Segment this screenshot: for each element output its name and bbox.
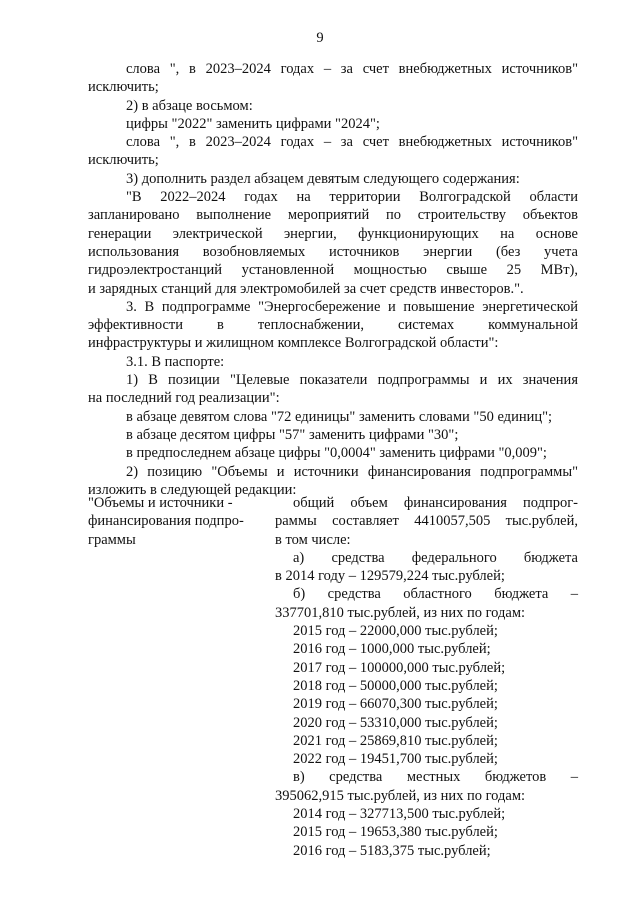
table-value-line: 2020 год – 53310,000 тыс.рублей; bbox=[293, 714, 498, 731]
text-line: исключить; bbox=[88, 79, 159, 96]
text-line: слова ", в 2023–2024 годах – за счет внебюджетных источников" bbox=[126, 61, 578, 77]
text-line: 2) позицию "Объемы и источники финансирования подпрограммы" bbox=[126, 463, 578, 480]
text-line: гидроэлектростанций установленной мощностью свыше 25 МВт), bbox=[88, 262, 578, 279]
text-line: и зарядных станций для электромобилей за счет средств инвесторов.". bbox=[88, 280, 524, 297]
document-body bbox=[88, 60, 578, 499]
table-value-line: 2021 год – 25869,810 тыс.рублей; bbox=[293, 732, 498, 749]
text-line: 3.1. В паспорте: bbox=[126, 353, 225, 370]
table-value-line: 2014 год – 327713,500 тыс.рублей; bbox=[293, 806, 506, 823]
text-line: в абзаце десятом цифры "57" заменить цифрами "30"; bbox=[126, 426, 459, 443]
table-value-line: а) средства федерального бюджета bbox=[293, 549, 578, 566]
text-line: слова ", в 2023–2024 годах – за счет внебюджетных источников" bbox=[126, 134, 578, 151]
text-line: запланировано выполнение мероприятий по строительству объектов bbox=[88, 207, 578, 224]
table-value-line: раммы составляет 4410057,505 тыс.рублей, bbox=[275, 513, 578, 530]
table-value-line: б) средства областного бюджета – bbox=[293, 586, 578, 603]
text-line: цифры "2022" заменить цифрами "2024"; bbox=[126, 115, 380, 132]
table-right-column bbox=[275, 494, 578, 860]
table-label-line: граммы bbox=[88, 531, 136, 548]
table-value-line: 2019 год – 66070,300 тыс.рублей; bbox=[293, 696, 498, 713]
table-label-line: "Объемы и источники - bbox=[88, 495, 233, 511]
page-number: 9 bbox=[316, 30, 324, 46]
table-value-line: 2018 год – 50000,000 тыс.рублей; bbox=[293, 677, 498, 694]
text-line: генерации электрической энергии, функционирующих на основе bbox=[88, 225, 578, 242]
text-line: эффективности в теплоснабжении, системах коммунальной bbox=[88, 317, 578, 334]
table-value-line: 2016 год – 1000,000 тыс.рублей; bbox=[293, 641, 491, 658]
text-line: 3. В подпрограмме "Энергосбережение и повышение энергетической bbox=[126, 298, 578, 315]
text-line: исключить; bbox=[88, 152, 159, 169]
table-value-line: в том числе: bbox=[275, 531, 351, 548]
text-line: на последний год реализации": bbox=[88, 390, 280, 407]
table-value-line: 2017 год – 100000,000 тыс.рублей; bbox=[293, 659, 506, 676]
text-line: 1) В позиции "Целевые показатели подпрограммы и их значения bbox=[126, 372, 578, 389]
table-value-line: 337701,810 тыс.рублей, из них по годам: bbox=[275, 604, 526, 621]
text-line: инфраструктуры и жилищном комплексе Волгоградской области": bbox=[88, 335, 499, 352]
text-line: изложить в следующей редакции: bbox=[88, 481, 297, 498]
table-value-line: 2022 год – 19451,700 тыс.рублей; bbox=[293, 751, 498, 768]
table-left-column bbox=[88, 494, 266, 549]
table-value-line: в) средства местных бюджетов – bbox=[293, 769, 578, 786]
table-label-line: финансирования подпро- bbox=[88, 513, 244, 530]
text-line: использования возобновляемых источников энергии (без учета bbox=[88, 243, 578, 260]
table-value-line: 395062,915 тыс.рублей, из них по годам: bbox=[275, 787, 526, 804]
table-value-line: в 2014 году – 129579,224 тыс.рублей; bbox=[275, 568, 505, 585]
text-line: 2) в абзаце восьмом: bbox=[126, 97, 253, 114]
text-line: 3) дополнить раздел абзацем девятым следующего содержания: bbox=[126, 170, 520, 187]
table-value-line: 2016 год – 5183,375 тыс.рублей; bbox=[293, 842, 491, 859]
table-value-line: 2015 год – 22000,000 тыс.рублей; bbox=[293, 623, 498, 640]
text-line: в абзаце девятом слова "72 единицы" заменить словами "50 единиц"; bbox=[126, 408, 553, 425]
text-line: в предпоследнем абзаце цифры "0,0004" заменить цифрами "0,009"; bbox=[126, 445, 547, 462]
text-line: "В 2022–2024 годах на территории Волгоградской области bbox=[126, 189, 578, 206]
table-value-line: общий объем финансирования подпрог- bbox=[293, 495, 578, 511]
table-value-line: 2015 год – 19653,380 тыс.рублей; bbox=[293, 824, 498, 841]
